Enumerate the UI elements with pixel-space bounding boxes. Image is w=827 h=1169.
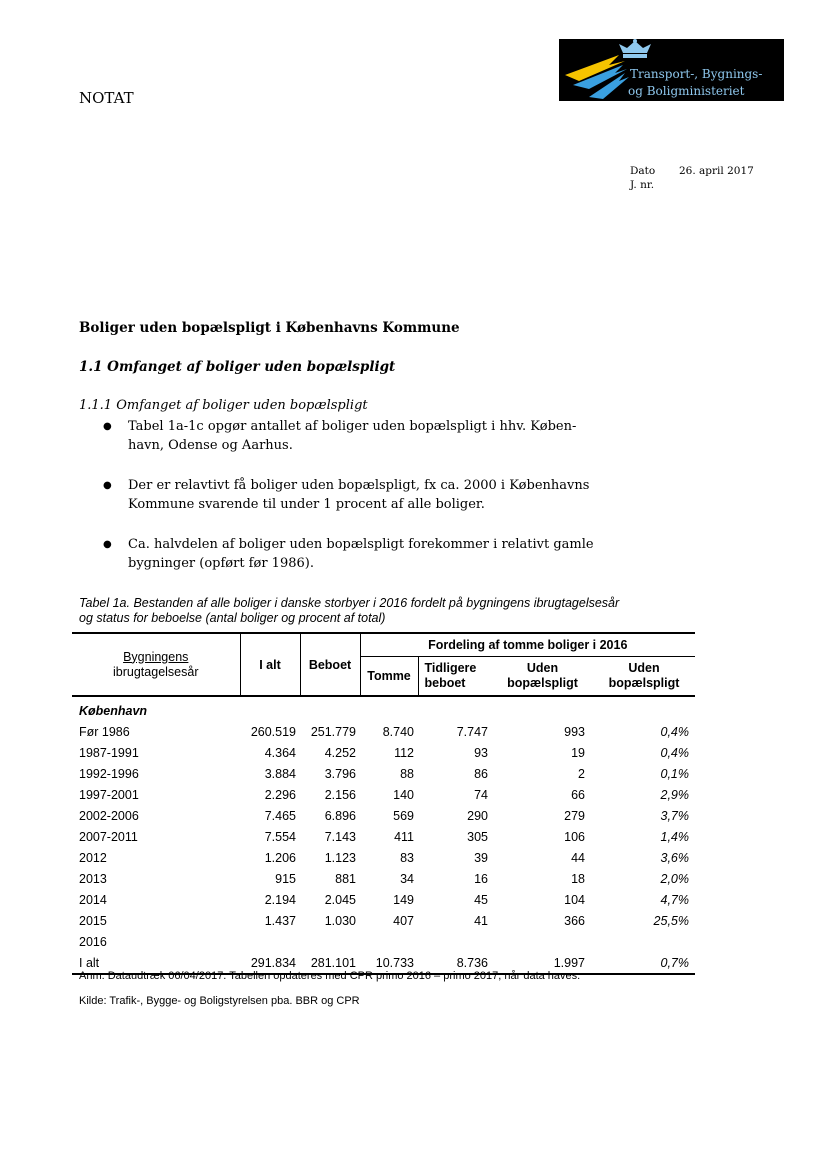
cell-total xyxy=(240,931,300,952)
table-group-label: København xyxy=(79,703,148,718)
col-header-no-residence-count xyxy=(492,657,593,697)
cell-total: 7.554 xyxy=(264,829,296,844)
col-group-header-empty-distribution: Fordeling af tomme boliger i 2016 xyxy=(360,633,695,657)
cell-year: 2012 xyxy=(79,850,107,865)
table-row xyxy=(72,826,695,847)
cell-previously-occupied: 93 xyxy=(474,745,488,760)
col-header-previously-line1: Tidligere xyxy=(424,661,477,675)
bullet-line: Kommune svarende til under 1 procent af alle boliger. xyxy=(128,497,485,512)
cell-occupied: 6.896 xyxy=(324,808,356,823)
cell-previously-occupied: 86 xyxy=(474,766,488,781)
bullet-icon: ● xyxy=(103,421,112,432)
col-header-no-residence-percent xyxy=(593,657,695,697)
cell-year: 2015 xyxy=(79,913,107,928)
col-header-occupied: Beboet xyxy=(300,633,360,696)
cell-empty: 8.740 xyxy=(382,724,414,739)
bullet-line: Tabel 1a-1c opgør antallet af boliger uden bopælspligt i hhv. Køben- xyxy=(128,419,577,434)
cell-previously-occupied xyxy=(418,931,492,952)
table-row xyxy=(72,742,695,763)
section-heading: 1.1 Omfanget af boliger uden bopælspligt xyxy=(79,359,396,375)
cell-no-residence-percent: 0,4% xyxy=(660,745,689,760)
cell-empty: 112 xyxy=(394,745,414,760)
cell-no-residence-count: 66 xyxy=(571,787,585,802)
cell-occupied: 281.101 xyxy=(310,955,356,970)
table-row xyxy=(72,805,695,826)
table-caption xyxy=(79,596,699,626)
cell-year: 2014 xyxy=(79,892,107,907)
bullet-line: Der er relavtivt få boliger uden bopælspligt, fx ca. 2000 i Københavns xyxy=(128,478,590,493)
cell-empty: 569 xyxy=(393,808,414,823)
table-row xyxy=(72,847,695,868)
col-header-year xyxy=(72,633,240,696)
cell-total: 2.194 xyxy=(264,892,296,907)
document-title: Boliger uden bopælspligt i Københavns Kommune xyxy=(79,320,460,336)
cell-no-residence-percent: 2,0% xyxy=(660,871,689,886)
table-caption-line: Tabel 1a. Bestanden af alle boliger i danske storbyer i 2016 fordelt på bygningens ibrugtagelsesår xyxy=(79,596,620,610)
subsection-heading: 1.1.1 Omfanget af boliger uden bopælspligt xyxy=(79,398,368,413)
table-row xyxy=(72,868,695,889)
bullet-icon: ● xyxy=(103,480,112,491)
cell-occupied: 3.796 xyxy=(324,766,356,781)
table-note: Anm: Dataudtræk 06/04/2017. Tabellen opdateres med CPR primo 2016 – primo 2017, når data haves. xyxy=(79,970,581,982)
cell-occupied: 7.143 xyxy=(324,829,356,844)
table-row xyxy=(72,784,695,805)
cell-total: 1.437 xyxy=(264,913,296,928)
housing-table xyxy=(72,632,695,975)
cell-no-residence-count: 993 xyxy=(564,724,585,739)
cell-previously-occupied: 290 xyxy=(467,808,488,823)
cell-occupied: 2.045 xyxy=(324,892,356,907)
date-value: 26. april 2017 xyxy=(679,165,754,177)
cell-no-residence-count: 1.997 xyxy=(553,955,585,970)
date-label: Dato xyxy=(630,165,656,177)
cell-total: 7.465 xyxy=(264,808,296,823)
cell-total: 260.519 xyxy=(250,724,296,739)
cell-empty: 83 xyxy=(400,850,414,865)
table-row xyxy=(72,931,695,952)
journal-number-label: J. nr. xyxy=(630,179,655,191)
cell-no-residence-count: 18 xyxy=(571,871,585,886)
cell-year: 2013 xyxy=(79,871,107,886)
col-header-count-line2: bopælspligt xyxy=(507,676,578,690)
cell-previously-occupied: 305 xyxy=(467,829,488,844)
table-source: Kilde: Trafik-, Bygge- og Boligstyrelsen pba. BBR og CPR xyxy=(79,995,360,1007)
cell-previously-occupied: 45 xyxy=(474,892,488,907)
cell-no-residence-percent: 2,9% xyxy=(660,787,689,802)
cell-previously-occupied: 41 xyxy=(474,913,488,928)
cell-empty: 10.733 xyxy=(375,955,414,970)
cell-total: 2.296 xyxy=(264,787,296,802)
cell-no-residence-percent: 3,6% xyxy=(660,850,689,865)
col-header-percent-line2: bopælspligt xyxy=(608,676,680,690)
col-header-percent-line1: Uden xyxy=(628,661,660,675)
cell-total: 4.364 xyxy=(264,745,296,760)
col-header-year-line1: Bygningens xyxy=(123,649,189,664)
logo-text-line2: og Boligministeriet xyxy=(628,84,745,98)
document-label: NOTAT xyxy=(79,89,134,107)
table-row xyxy=(72,910,695,931)
cell-total: 1.206 xyxy=(264,850,296,865)
cell-no-residence-count: 279 xyxy=(564,808,585,823)
cell-empty: 411 xyxy=(394,829,414,844)
cell-year: 1997-2001 xyxy=(79,787,139,802)
cell-occupied: 881 xyxy=(335,871,356,886)
cell-year: 2016 xyxy=(79,934,107,949)
cell-previously-occupied: 16 xyxy=(474,871,488,886)
cell-total: 291.834 xyxy=(250,955,296,970)
document-meta xyxy=(630,164,754,192)
cell-no-residence-percent: 4,7% xyxy=(660,892,689,907)
table-row xyxy=(72,721,695,742)
cell-no-residence-count: 19 xyxy=(571,745,585,760)
cell-no-residence-percent: 3,7% xyxy=(660,808,689,823)
cell-occupied: 4.252 xyxy=(324,745,356,760)
cell-no-residence-percent: 25,5% xyxy=(653,913,689,928)
cell-year: 1987-1991 xyxy=(79,745,139,760)
cell-no-residence-count xyxy=(492,931,593,952)
cell-no-residence-percent: 0,1% xyxy=(660,766,689,781)
cell-year: Før 1986 xyxy=(79,724,130,739)
cell-occupied xyxy=(300,931,360,952)
cell-empty: 34 xyxy=(400,871,414,886)
col-header-year-line2: ibrugtagelsesår xyxy=(113,664,199,679)
cell-no-residence-percent: 0,7% xyxy=(660,955,689,970)
cell-no-residence-count: 2 xyxy=(578,766,585,781)
bullet-line: Ca. halvdelen af boliger uden bopælspligt forekommer i relativt gamle xyxy=(128,537,594,552)
cell-no-residence-count: 44 xyxy=(571,850,585,865)
bullet-line: bygninger (opført før 1986). xyxy=(128,556,314,571)
cell-occupied: 2.156 xyxy=(324,787,356,802)
cell-empty: 407 xyxy=(393,913,414,928)
col-header-previously-occupied xyxy=(418,657,492,697)
cell-no-residence-count: 104 xyxy=(564,892,585,907)
cell-previously-occupied: 39 xyxy=(474,850,488,865)
cell-empty xyxy=(360,931,418,952)
cell-empty: 88 xyxy=(400,766,414,781)
bullet-line: havn, Odense og Aarhus. xyxy=(128,438,293,453)
cell-year: I alt xyxy=(79,955,100,970)
col-header-previously-line2: beboet xyxy=(424,676,466,690)
col-header-count-line1: Uden xyxy=(526,661,559,675)
cell-occupied: 251.779 xyxy=(310,724,356,739)
cell-year: 1992-1996 xyxy=(79,766,139,781)
col-header-empty: Tomme xyxy=(360,657,418,697)
cell-no-residence-count: 366 xyxy=(564,913,585,928)
cell-total: 3.884 xyxy=(264,766,296,781)
ministry-logo xyxy=(559,39,784,101)
table-row xyxy=(72,889,695,910)
cell-empty: 149 xyxy=(393,892,414,907)
col-header-total: I alt xyxy=(240,633,300,696)
table-caption-line: og status for beboelse (antal boliger og procent af total) xyxy=(79,611,386,625)
cell-previously-occupied: 7.747 xyxy=(456,724,488,739)
bullet-icon: ● xyxy=(103,539,112,550)
cell-year: 2007-2011 xyxy=(79,829,138,844)
cell-no-residence-percent: 1,4% xyxy=(660,829,689,844)
cell-no-residence-count: 106 xyxy=(564,829,585,844)
cell-no-residence-percent xyxy=(593,931,695,952)
logo-text-line1: Transport-, Bygnings- xyxy=(630,67,763,81)
cell-empty: 140 xyxy=(393,787,414,802)
cell-occupied: 1.123 xyxy=(324,850,356,865)
cell-total: 915 xyxy=(275,871,296,886)
cell-year: 2002-2006 xyxy=(79,808,139,823)
table-row xyxy=(72,763,695,784)
cell-occupied: 1.030 xyxy=(324,913,356,928)
cell-previously-occupied: 74 xyxy=(474,787,488,802)
cell-no-residence-percent: 0,4% xyxy=(660,724,689,739)
cell-previously-occupied: 8.736 xyxy=(456,955,488,970)
